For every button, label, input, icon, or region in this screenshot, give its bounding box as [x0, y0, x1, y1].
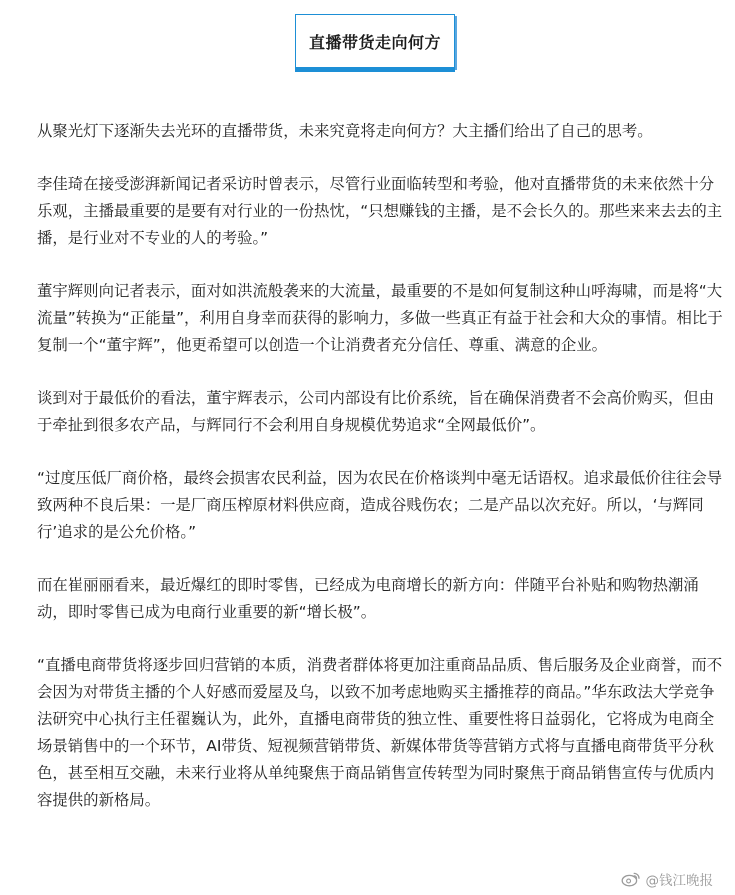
article-body: [37, 118, 727, 840]
watermark-text: @钱江晚报: [645, 873, 713, 889]
paragraph-quote-price: “过度压低厂商价格，最终会损害农民利益，因为农民在价格谈判中毫无话语权。追求最低价往往会导致两种不良后果：一是厂商压榨原材料供应商，造成谷贱伤农；二是产品以次充好。所以，‘与辉同行’追求的是公允价格。”: [37, 469, 723, 541]
title-box: [295, 14, 455, 68]
paragraph-intro: 从聚光灯下逐渐失去光环的直播带货，未来究竟将走向何方？大主播们给出了自己的思考。: [37, 122, 653, 140]
paragraph-li-jiaqi: 李佳琦在接受澎湃新闻记者采访时曾表示，尽管行业面临转型和考验，他对直播带货的未来依然十分乐观，主播最重要的是要有对行业的一份热忱，“只想赚钱的主播，是不会长久的。那些来来去去的主播，是行业对不专业的人的考验。”: [37, 175, 723, 247]
weibo-icon: [621, 871, 641, 887]
paragraph-instant-retail: 而在崔丽丽看来，最近爆红的即时零售，已经成为电商增长的新方向：伴随平台补贴和购物热潮涌动，即时零售已成为电商行业重要的新“增长极”。: [37, 576, 699, 621]
paragraph-lowest-price: 谈到对于最低价的看法，董宇辉表示，公司内部设有比价系统，旨在确保消费者不会高价购买，但由于牵扯到很多农产品，与辉同行不会利用自身规模优势追求“全网最低价”。: [37, 389, 715, 434]
page-title: 直播带货走向何方: [308, 32, 441, 52]
source-watermark: [621, 869, 714, 889]
paragraph-dong-yuhui: 董宇辉则向记者表示，面对如洪流般袭来的大流量，最重要的不是如何复制这种山呼海啸，而是将“大流量”转换为“正能量”，利用自身幸而获得的影响力，多做一些真正有益于社会和大众的事情。相比于复制一个“董宇辉”，他更希望可以创造一个让消费者充分信任、尊重、满意的企业。: [37, 282, 723, 354]
paragraph-expert-view: “直播电商带货将逐步回归营销的本质，消费者群体将更加注重商品品质、售后服务及企业商誉，而不会因为对带货主播的个人好感而爱屋及乌，以致不加考虑地购买主播推荐的商品。”华东政法大学竞争法研究中心执行主任翟巍认为，此外，直播电商带货的独立性、重要性将日益弱化，它将成为电商全场景销售中的一个环节，AI带货、短视频营销带货、新媒体带货等营销方式将与直播电商带货平分秋色，甚至相互交融，未来行业将从单纯聚焦于商品销售宣传转型为同时聚焦于商品销售宣传与优质内容提供的新格局。: [37, 656, 723, 809]
